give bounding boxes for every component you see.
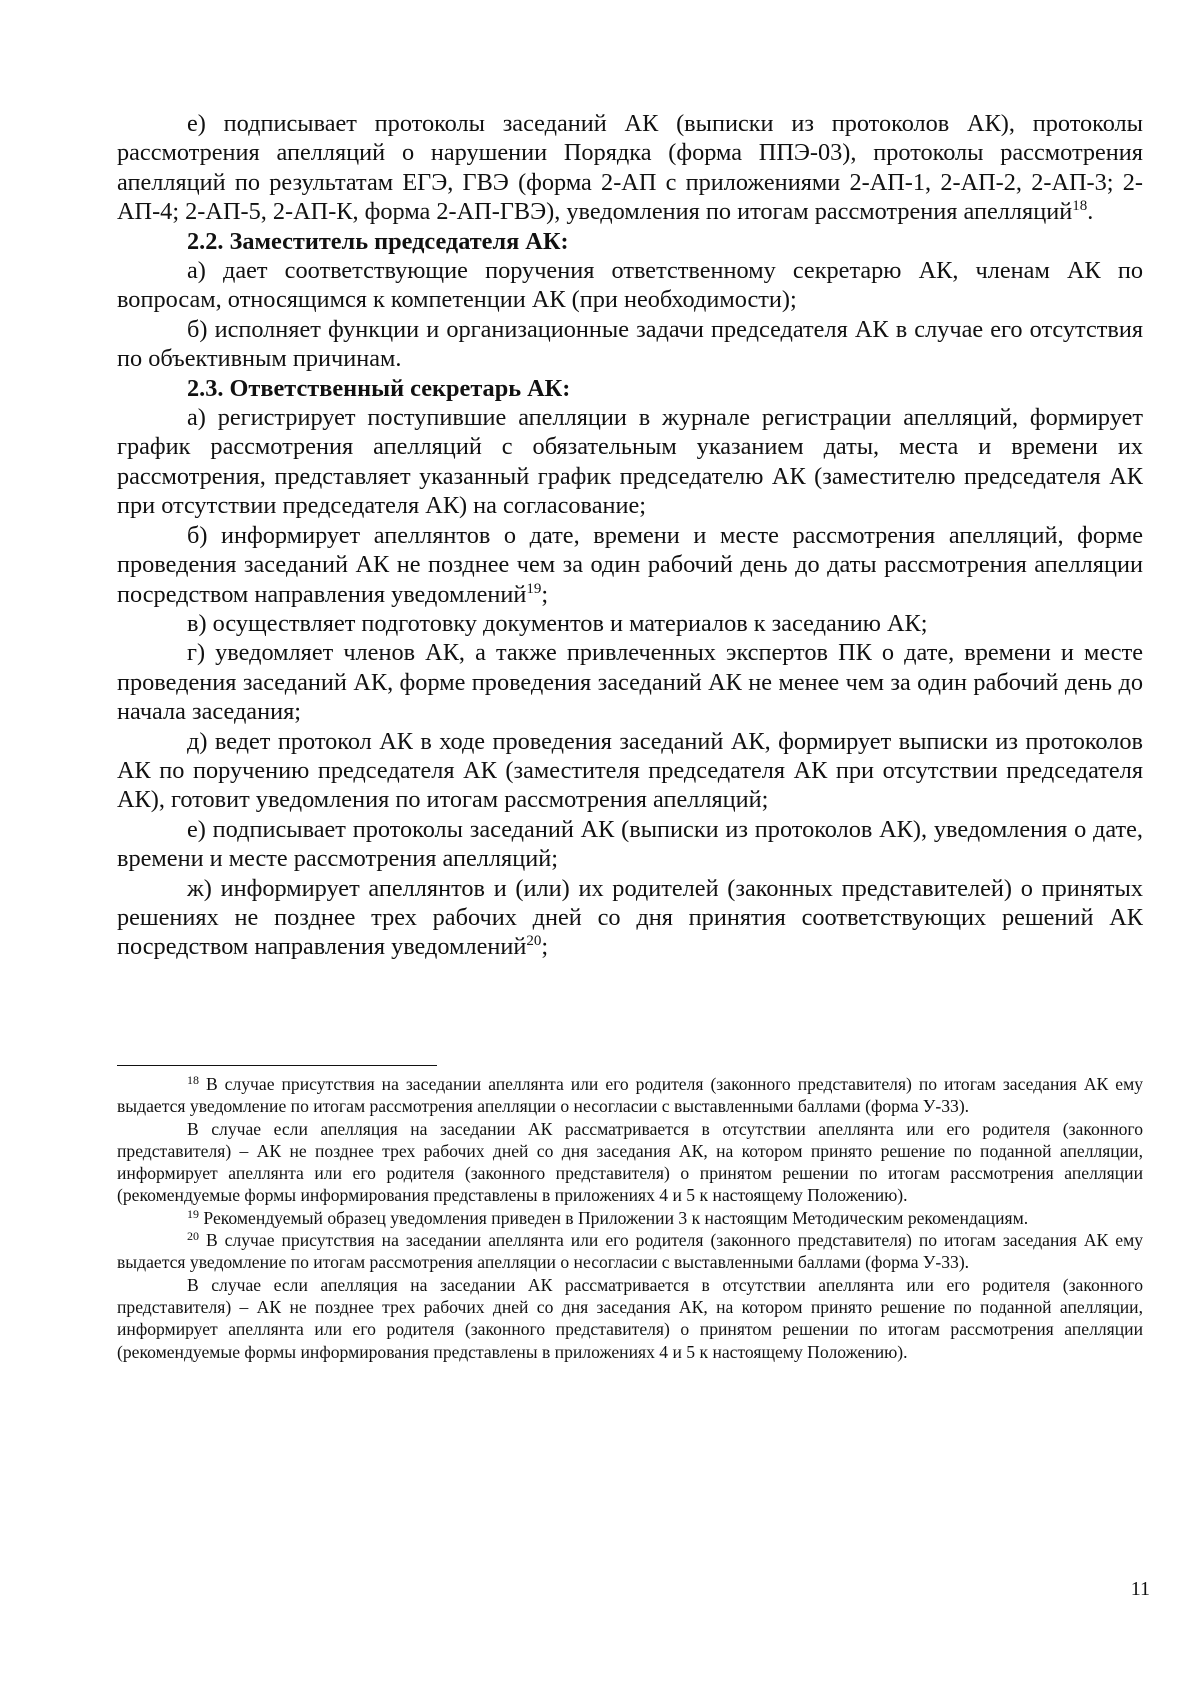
paragraph-2-3-b xyxy=(117,521,1143,609)
paragraph-2-3-g: г) уведомляет членов АК, а также привлеченных экспертов ПК о дате, времени и месте проведения заседаний АК, форме проведения заседаний АК не менее чем за один рабочий день до начала заседания; xyxy=(117,639,1143,726)
paragraph-end: ; xyxy=(541,933,549,961)
footnote-mark: 18 xyxy=(187,1073,199,1087)
footnote-19 xyxy=(117,1207,1143,1229)
paragraph-text: б) информирует апеллянтов о дате, времени и месте рассмотрения апелляций, форме проведения заседаний АК не позднее чем за один рабочий день до даты рассмотрения апелляции посредством направления уведомлений xyxy=(117,521,1143,608)
footnote-text: Рекомендуемый образец уведомления приведен в Приложении 3 к настоящим Методическим рекомендациям. xyxy=(199,1207,1029,1228)
paragraph-text: ж) информирует апеллянтов и (или) их родителей (законных представителей) о принятых решениях не позднее трех рабочих дней со дня принятия соответствующих решений АК посредством направления уведомлений xyxy=(117,874,1143,961)
footnote-text: В случае присутствия на заседании апеллянта или его родителя (законного представителя) по итогам заседания АК ему выдается уведомление по итогам рассмотрения апелляции о несогласии с выставленными баллами (форма У-33). xyxy=(117,1074,1143,1117)
section-heading-2-3: 2.3. Ответственный секретарь АК: xyxy=(187,374,571,402)
main-text xyxy=(117,109,1143,962)
footnote-18-continued: В случае если апелляция на заседании АК рассматривается в отсутствии апеллянта или его родителя (законного представителя) – АК не позднее трех рабочих дней со дня заседания АК, на котором принято решение по поданной апелляции, информирует апеллянта или его родителя (законного представителя) о принятом решении по итогам рассмотрения апелляции (рекомендуемые формы информирования представлены в приложениях 4 и 5 к настоящему Положению). xyxy=(117,1118,1143,1206)
footnote-mark: 19 xyxy=(187,1206,199,1221)
paragraph-2-3-a: а) регистрирует поступившие апелляции в журнале регистрации апелляций, формирует график рассмотрения апелляций с обязательным указанием даты, места и времени их рассмотрения, представляет указанный график председателю АК (заместителю председателя АК при отсутствии председателя АК) на согласование; xyxy=(117,404,1143,520)
paragraph-text: е) подписывает протоколы заседаний АК (выписки из протоколов АК), протоколы рассмотрения апелляций о нарушении Порядка (форма ППЭ-03), протоколы рассмотрения апелляций по результатам ЕГЭ, ГВЭ (форма 2-АП с приложениями 2-АП-1, 2-АП-2, 2-АП-3; 2-АП-4; 2-АП-5, 2-АП-К, форма 2-АП-ГВЭ), уведомления по итогам рассмотрения апелляций xyxy=(117,110,1143,226)
footnote-text: В случае присутствия на заседании апеллянта или его родителя (законного представителя) по итогам заседания АК ему выдается уведомление по итогам рассмотрения апелляции о несогласии с выставленными баллами (форма У-33). xyxy=(117,1230,1143,1273)
footnote-ref-19[interactable]: 19 xyxy=(526,580,542,597)
paragraph-2-3-d: д) ведет протокол АК в ходе проведения заседаний АК, формирует выписки из протоколов АК по поручению председателя АК (заместителя председателя АК при отсутствии председателя АК), готовит уведомления по итогам рассмотрения апелляций; xyxy=(117,727,1143,814)
paragraph-2-3-zh xyxy=(117,874,1143,962)
footnote-18 xyxy=(117,1073,1143,1118)
footnotes xyxy=(117,1073,1143,1363)
footnote-20-continued: В случае если апелляция на заседании АК рассматривается в отсутствии апеллянта или его родителя (законного представителя) – АК не позднее трех рабочих дней со дня заседания АК, на котором принято решение по поданной апелляции, информирует апеллянта или его родителя (законного представителя) о принятом решении по итогам рассмотрения апелляции (рекомендуемые формы информирования представлены в приложениях 4 и 5 к настоящему Положению). xyxy=(117,1274,1143,1362)
page-number: 11 xyxy=(1130,1578,1150,1600)
paragraph-2-3-e: е) подписывает протоколы заседаний АК (выписки из протоколов АК), уведомления о дате, времени и месте рассмотрения апелляций; xyxy=(117,815,1143,873)
section-heading-2-2: 2.2. Заместитель председателя АК: xyxy=(187,227,569,255)
footnote-mark: 20 xyxy=(187,1229,199,1244)
footnote-ref-18[interactable]: 18 xyxy=(1072,198,1088,215)
paragraph-end: . xyxy=(1087,198,1094,226)
paragraph-2-2-a: а) дает соответствующие поручения ответственному секретарю АК, членам АК по вопросам, относящимся к компетенции АК (при необходимости); xyxy=(117,257,1143,314)
paragraph-e-chairman xyxy=(117,109,1143,227)
footnote-20 xyxy=(117,1229,1143,1274)
paragraph-end: ; xyxy=(541,580,549,608)
paragraph-2-3-v: в) осуществляет подготовку документов и материалов к заседанию АК; xyxy=(187,609,928,637)
paragraph-2-2-b: б) исполняет функции и организационные задачи председателя АК в случае его отсутствия по объективным причинам. xyxy=(117,315,1143,373)
footnote-separator xyxy=(117,1065,437,1066)
footnote-ref-20[interactable]: 20 xyxy=(526,933,542,950)
